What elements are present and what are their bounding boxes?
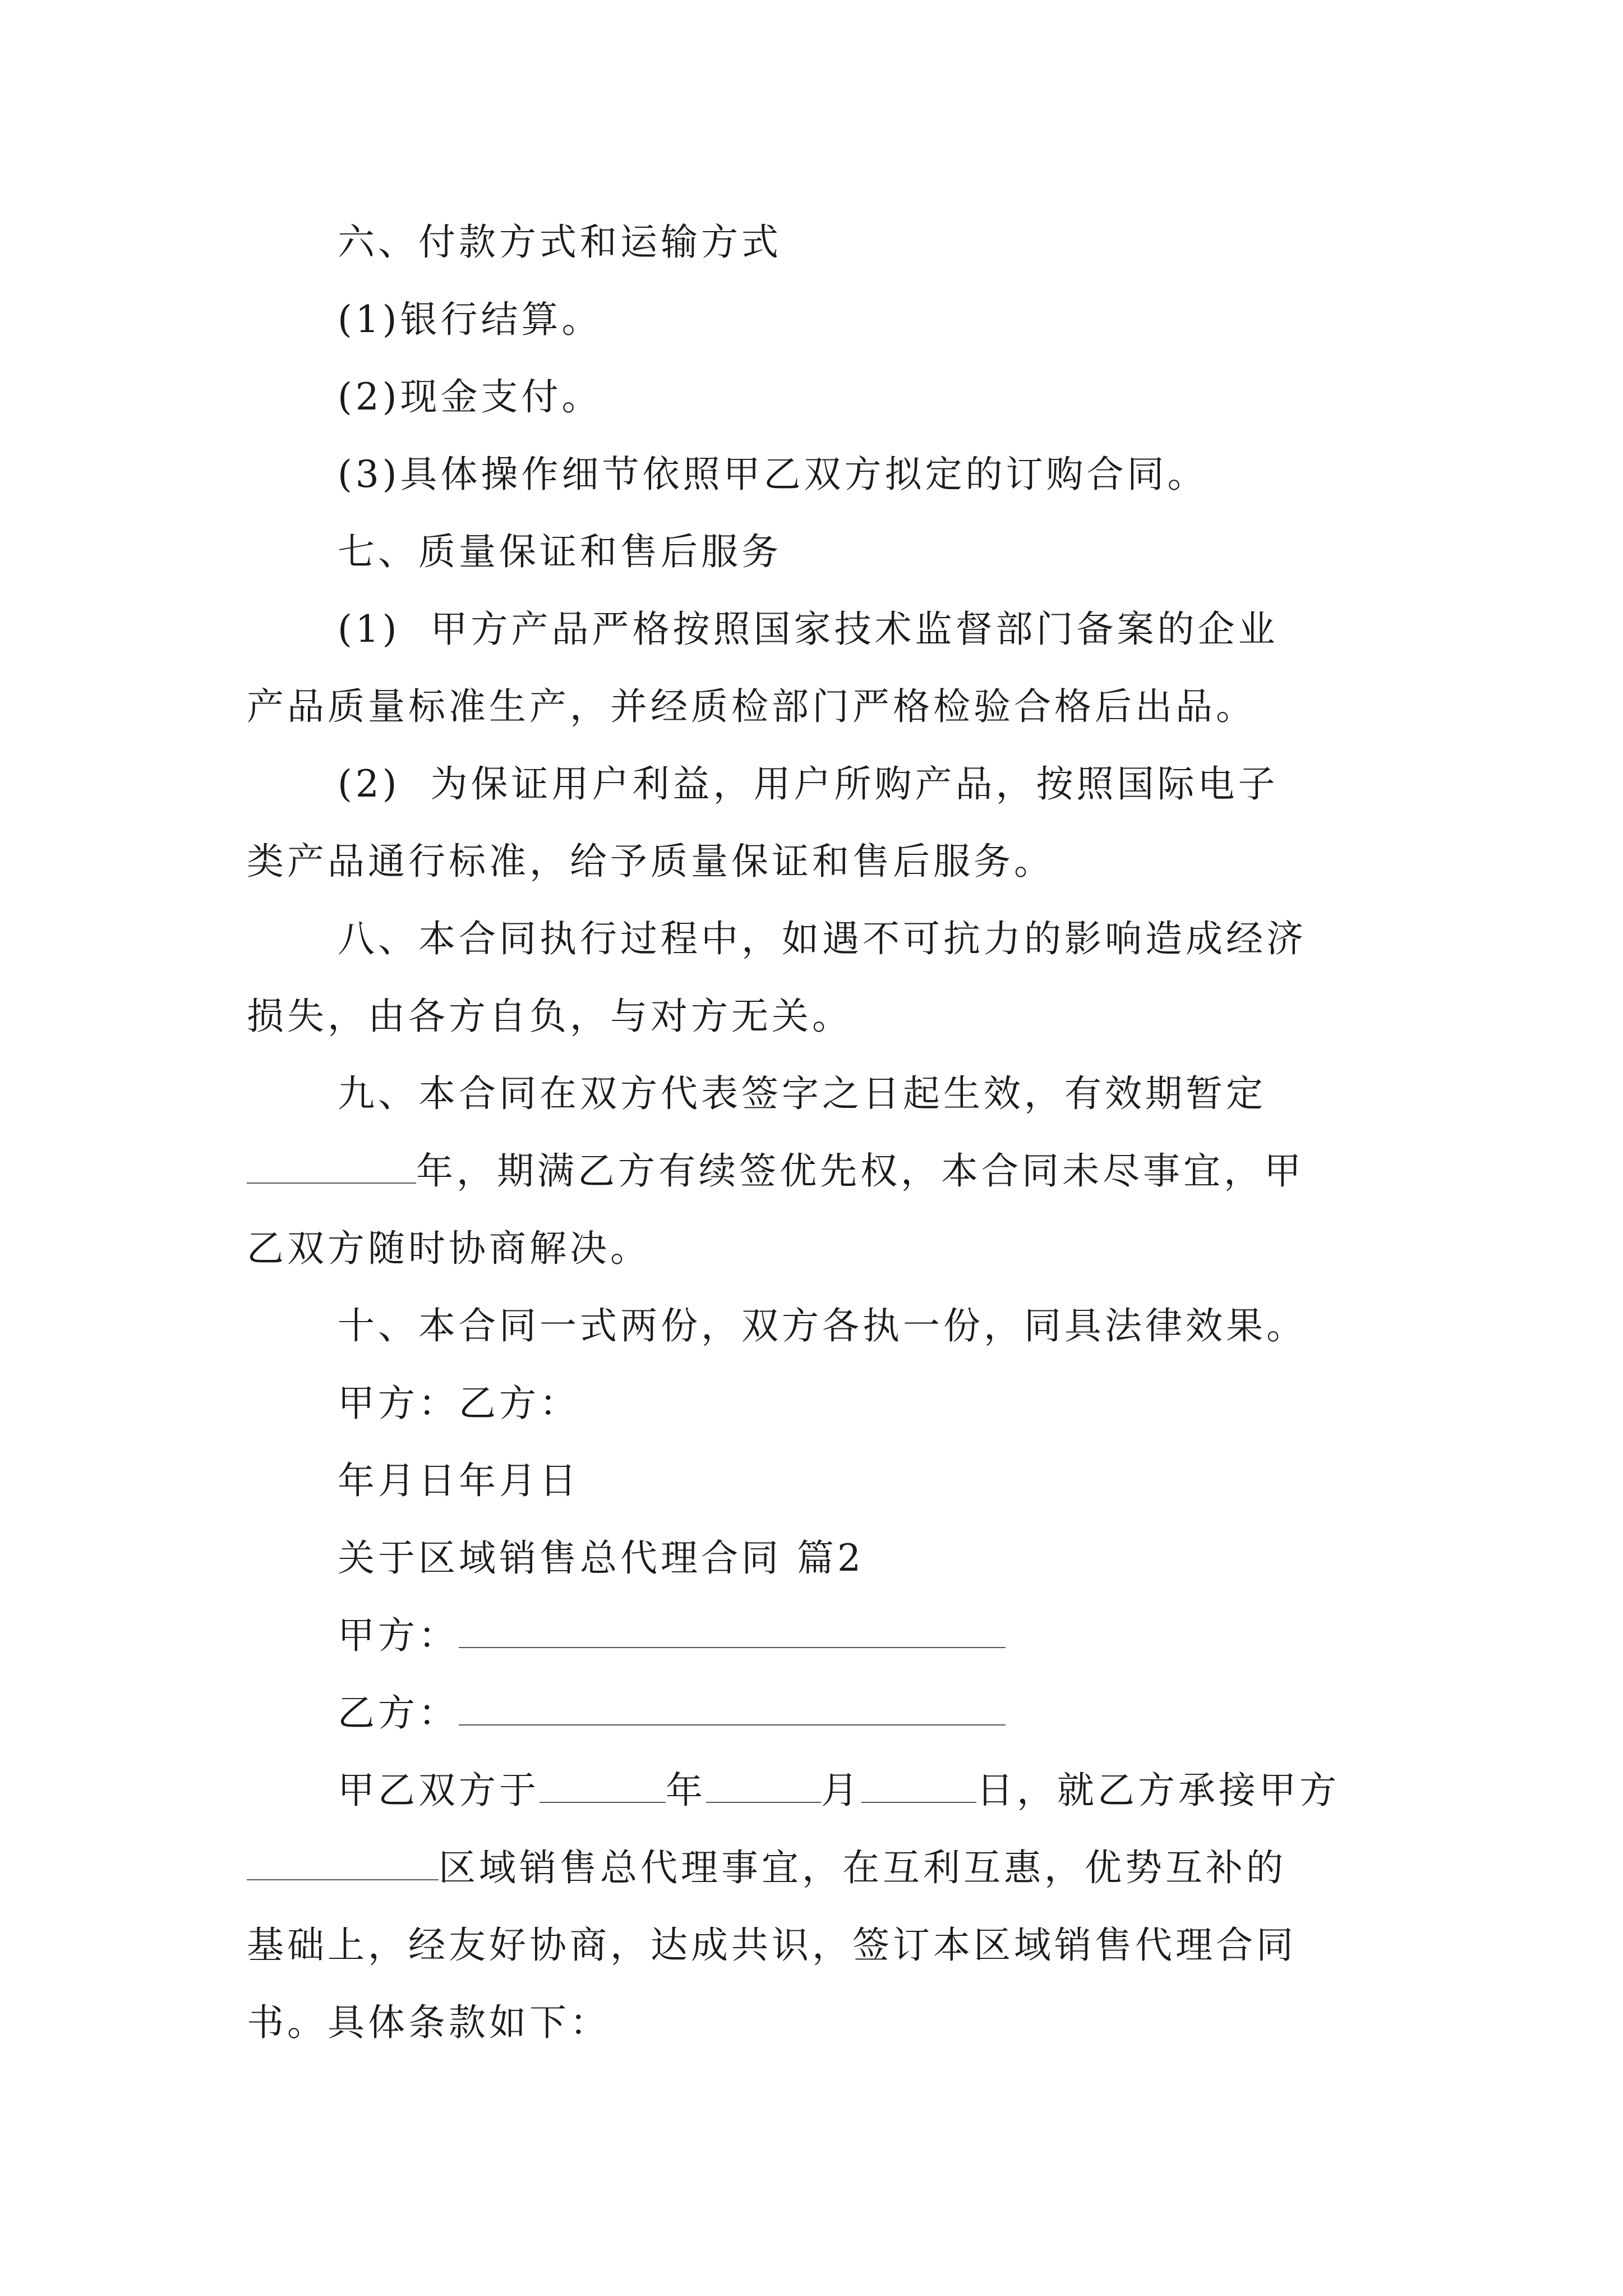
clause-text: (2)现金支付。 (338, 375, 602, 418)
fill-in-blank (540, 1769, 666, 1803)
clause-text: (1) 甲方产品严格按照国家技术监督部门备案的企业 (338, 608, 1279, 651)
section-heading-8: 八、本合同执行过程中，如遇不可抗力的影响造成经济 (338, 917, 1307, 960)
clause-text: 日，就乙方承接甲方 (976, 1769, 1340, 1812)
clause-text: 书。具体条款如下： (247, 2001, 610, 2044)
clause-text-with-blank (247, 1846, 1287, 1890)
section-heading-7: 七、质量保证和售后服务 (338, 530, 782, 573)
section-heading-9: 九、本合同在双方代表签字之日起生效，有效期暂定 (338, 1072, 1266, 1115)
clause-text: 损失，由各方自负，与对方无关。 (247, 995, 852, 1038)
clause-text: 年，期满乙方有续签优先权，本合同未尽事宜，甲 (416, 1149, 1304, 1193)
clause-text: 类产品通行标准，给予质量保证和售后服务。 (247, 840, 1054, 883)
clause-text: 年 (666, 1769, 706, 1812)
signature-parties: 甲方：乙方： (338, 1382, 580, 1425)
section-heading-10: 十、本合同一式两份，双方各执一份，同具法律效果。 (338, 1304, 1307, 1347)
fill-in-blank (247, 1847, 439, 1880)
clause-text: 基础上，经友好协商，达成共识，签订本区域销售代理合同 (247, 1924, 1297, 1967)
party-a-line (338, 1613, 1006, 1658)
clause-text: 月 (821, 1769, 861, 1812)
clause-text: (2) 为保证用户利益，用户所购产品，按照国际电子 (338, 762, 1279, 806)
fill-in-blank (459, 1614, 1006, 1648)
fill-in-blank (706, 1769, 821, 1803)
clause-text: 产品质量标准生产，并经质检部门严格检验合格后出品。 (247, 685, 1256, 728)
clause-text: 区域销售总代理事宜，在互利互惠，优势互补的 (439, 1846, 1287, 1889)
party-a-label: 甲方： (338, 1614, 459, 1657)
fill-in-blank (459, 1692, 1006, 1726)
clause-text: (1)银行结算。 (338, 298, 602, 341)
party-b-label: 乙方： (338, 1691, 459, 1734)
fill-in-blank (861, 1769, 976, 1803)
clause-text: 甲乙双方于 (338, 1769, 540, 1812)
signature-dates: 年月日年月日 (338, 1459, 580, 1502)
clause-text-with-blank (247, 1149, 1304, 1194)
fill-in-blank (247, 1150, 416, 1184)
section-heading-6: 六、付款方式和运输方式 (338, 220, 782, 264)
party-b-line (338, 1691, 1006, 1736)
clause-text: 乙双方随时协商解决。 (247, 1227, 651, 1270)
clause-text: (3)具体操作细节依照甲乙双方拟定的订购合同。 (338, 453, 1208, 496)
document-subtitle: 关于区域销售总代理合同 篇2 (338, 1536, 864, 1580)
agreement-date-line (338, 1768, 1340, 1813)
